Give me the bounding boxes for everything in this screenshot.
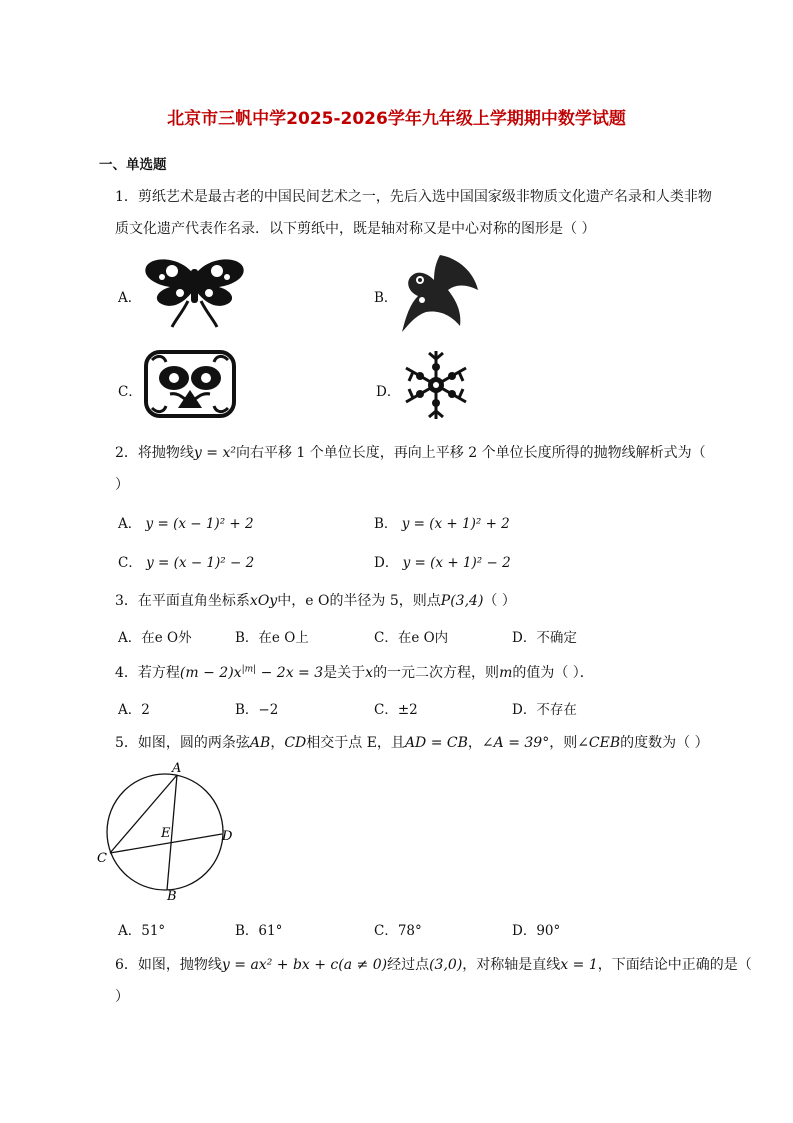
- butterfly-papercut-icon: [142, 255, 247, 330]
- q3-option-b: B．在e O上: [235, 630, 309, 646]
- q2-option-c: C． y = (x − 1)² − 2: [118, 555, 255, 571]
- chord-ac: [110, 775, 177, 853]
- point-b-label: B: [167, 889, 177, 904]
- q5-stem: 5．如图，圆的两条弦AB，CD相交于点 E，且AD = CB，∠A = 39°，则∠CEB的度数为（ ）: [115, 735, 709, 751]
- twin-fish-papercut-icon: [144, 350, 236, 418]
- point-e-label: E: [161, 826, 171, 841]
- snowflake-papercut-icon: [401, 347, 471, 423]
- q5-option-d: D．90°: [512, 923, 561, 939]
- point-d-label: D: [222, 829, 233, 844]
- q6-line2: ）: [115, 989, 129, 1005]
- q5-option-c: C．78°: [374, 923, 422, 939]
- q2-equation: y = x²: [193, 445, 236, 461]
- q2-line2: ）: [115, 477, 129, 493]
- q1-option-c-label: C．: [118, 384, 142, 400]
- q2-text-b: 向右平移 1 个单位长度，再向上平移 2 个单位长度所得的抛物线解析式为（: [235, 445, 706, 461]
- q4-option-a: A．2: [118, 702, 150, 718]
- q3-option-a: A．在e O外: [118, 630, 192, 646]
- q1-option-b-label: B．: [374, 290, 398, 306]
- q1-option-a-label: A．: [118, 290, 142, 306]
- point-c-label: C: [97, 851, 107, 866]
- q4-option-c: C．±2: [374, 702, 418, 718]
- q2-option-d: D． y = (x + 1)² − 2: [374, 555, 511, 571]
- q6-line1: 6．如图，抛物线y = ax² + bx + c(a ≠ 0)经过点(3,0)，对称轴是直线x = 1，下面结论中正确的是（: [115, 957, 752, 973]
- q4-option-b: B．−2: [235, 702, 279, 718]
- page-title: 北京市三帆中学2025-2026学年九年级上学期期中数学试题: [167, 109, 626, 129]
- q4-option-d: D．不存在: [512, 702, 577, 718]
- q1-option-d-label: D．: [376, 384, 401, 400]
- q2-option-a: A． y = (x − 1)² + 2: [118, 516, 254, 532]
- q2-option-b: B． y = (x + 1)² + 2: [374, 516, 510, 532]
- q1-line2: 质文化遗产代表作名录．以下剪纸中，既是轴对称又是中心对称的图形是（ ）: [115, 221, 596, 237]
- q2-text-a: 2．将抛物线: [115, 445, 194, 461]
- q3-option-c: C．在e O内: [374, 630, 449, 646]
- swallow-papercut-icon: [400, 250, 480, 335]
- section-heading: 一、单选题: [99, 157, 167, 173]
- q5-option-a: A．51°: [118, 923, 166, 939]
- point-a-label: A: [172, 762, 182, 776]
- q2-line1: [115, 442, 706, 462]
- q5-option-b: B．61°: [235, 923, 283, 939]
- q4-stem: 4．若方程$(m - 2)x^{|m|} - 2x = 3$是关于x的一元二次方程，则m的值为（ ）．: [115, 664, 594, 681]
- circle-chords-diagram: [95, 762, 245, 907]
- q1-line1: 1．剪纸艺术是最古老的中国民间艺术之一，先后入选中国国家级非物质文化遗产名录和人类非物: [115, 189, 712, 205]
- q3-stem: 3．在平面直角坐标系xOy中，e O的半径为 5，则点P(3,4)（ ）: [115, 593, 516, 609]
- q3-option-d: D．不确定: [512, 630, 577, 646]
